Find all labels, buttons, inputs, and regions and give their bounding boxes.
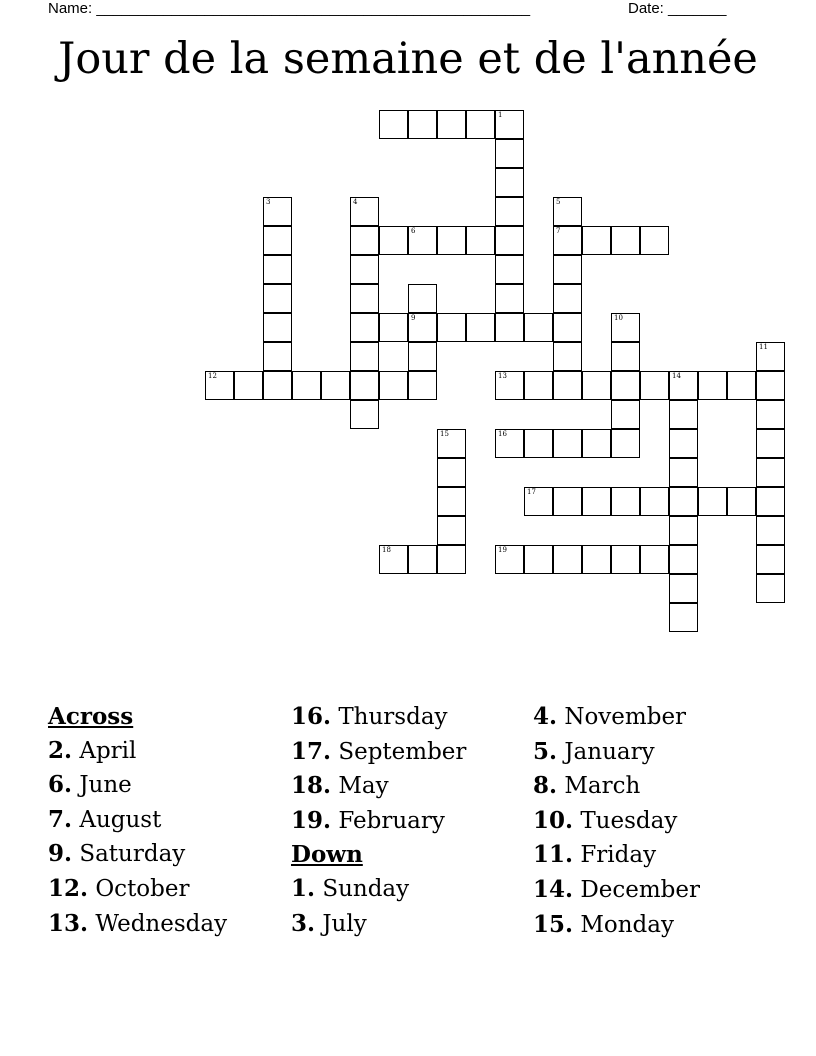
crossword-cell[interactable] bbox=[611, 371, 640, 400]
clue-text: May bbox=[338, 773, 389, 800]
crossword-cell[interactable] bbox=[669, 400, 698, 429]
crossword-cell[interactable] bbox=[350, 400, 379, 429]
crossword-cell[interactable] bbox=[524, 429, 553, 458]
crossword-cell[interactable] bbox=[756, 458, 785, 487]
clue-number-label: 19 bbox=[498, 546, 507, 554]
clue-down-item bbox=[291, 907, 466, 942]
clue-text: July bbox=[322, 910, 367, 937]
crossword-cell[interactable] bbox=[553, 487, 582, 516]
crossword-cell[interactable] bbox=[640, 545, 669, 574]
crossword-cell[interactable] bbox=[437, 487, 466, 516]
crossword-cell[interactable] bbox=[495, 255, 524, 284]
crossword-cell[interactable] bbox=[640, 226, 669, 255]
crossword-cell[interactable] bbox=[350, 255, 379, 284]
crossword-cell[interactable] bbox=[466, 313, 495, 342]
clue-down-item bbox=[533, 908, 700, 943]
crossword-cell[interactable] bbox=[495, 168, 524, 197]
crossword-cell[interactable] bbox=[437, 429, 466, 458]
crossword-cell[interactable] bbox=[524, 545, 553, 574]
clue-text: April bbox=[79, 737, 137, 764]
crossword-cell[interactable] bbox=[350, 313, 379, 342]
clue-across-item bbox=[48, 768, 227, 803]
crossword-cell[interactable] bbox=[321, 371, 350, 400]
clue-text: Wednesday bbox=[95, 910, 228, 937]
crossword-cell[interactable] bbox=[292, 371, 321, 400]
crossword-cell[interactable] bbox=[553, 197, 582, 226]
crossword-cell[interactable] bbox=[205, 371, 234, 400]
clue-number: 14. bbox=[533, 875, 574, 903]
date-field-label: Date: _______ bbox=[628, 0, 727, 17]
crossword-cell[interactable] bbox=[582, 226, 611, 255]
clue-number-label: 1 bbox=[498, 111, 503, 119]
crossword-cell[interactable] bbox=[669, 516, 698, 545]
clue-across-item bbox=[291, 735, 466, 770]
crossword-cell[interactable] bbox=[350, 284, 379, 313]
clue-number: 2. bbox=[48, 736, 73, 764]
crossword-cell[interactable] bbox=[553, 545, 582, 574]
crossword-cell[interactable] bbox=[698, 371, 727, 400]
crossword-cell[interactable] bbox=[611, 226, 640, 255]
clue-text: March bbox=[564, 773, 641, 800]
crossword-cell[interactable] bbox=[379, 313, 408, 342]
crossword-cell[interactable] bbox=[408, 313, 437, 342]
crossword-cell[interactable] bbox=[437, 458, 466, 487]
clue-number: 12. bbox=[48, 874, 89, 902]
clue-across-item bbox=[291, 804, 466, 839]
crossword-cell[interactable] bbox=[756, 545, 785, 574]
clue-text: January bbox=[564, 738, 655, 765]
clue-down-item bbox=[533, 804, 700, 839]
crossword-cell[interactable] bbox=[727, 371, 756, 400]
clue-text: Thursday bbox=[338, 704, 448, 730]
clue-number: 3. bbox=[291, 909, 316, 937]
crossword-cell[interactable] bbox=[669, 487, 698, 516]
crossword-cell[interactable] bbox=[495, 371, 524, 400]
crossword-cell[interactable] bbox=[669, 574, 698, 603]
clue-text: Sunday bbox=[322, 875, 410, 902]
clue-number-label: 5 bbox=[556, 198, 561, 206]
crossword-cell[interactable] bbox=[611, 487, 640, 516]
crossword-cell[interactable] bbox=[263, 197, 292, 226]
clue-across-item bbox=[48, 734, 227, 769]
crossword-cell[interactable] bbox=[640, 487, 669, 516]
clue-number: 10. bbox=[533, 806, 574, 834]
clue-down-item bbox=[533, 873, 700, 908]
crossword-cell[interactable] bbox=[756, 371, 785, 400]
clue-text: November bbox=[564, 704, 687, 730]
crossword-cell[interactable] bbox=[495, 545, 524, 574]
clue-section-heading: Down bbox=[291, 841, 363, 869]
crossword-cell[interactable] bbox=[582, 487, 611, 516]
clue-across-item bbox=[48, 837, 227, 872]
crossword-cell[interactable] bbox=[234, 371, 263, 400]
clue-number-label: 11 bbox=[759, 343, 768, 351]
clue-number-label: 18 bbox=[382, 546, 391, 554]
crossword-cell[interactable] bbox=[611, 429, 640, 458]
crossword-cell[interactable] bbox=[408, 110, 437, 139]
crossword-cell[interactable] bbox=[524, 371, 553, 400]
clue-text: Monday bbox=[580, 911, 674, 938]
crossword-cell[interactable] bbox=[379, 545, 408, 574]
crossword-cell[interactable] bbox=[727, 487, 756, 516]
crossword-cell[interactable] bbox=[553, 429, 582, 458]
crossword-cell[interactable] bbox=[582, 429, 611, 458]
crossword-cell[interactable] bbox=[669, 429, 698, 458]
crossword-cell[interactable] bbox=[408, 284, 437, 313]
clues-column-1 bbox=[48, 700, 227, 941]
crossword-cell[interactable] bbox=[553, 284, 582, 313]
clue-number-label: 7 bbox=[556, 227, 561, 235]
clue-down-item bbox=[533, 735, 700, 770]
crossword-cell[interactable] bbox=[263, 313, 292, 342]
clue-number-label: 14 bbox=[672, 372, 681, 380]
clue-number: 16. bbox=[291, 703, 332, 730]
crossword-cell[interactable] bbox=[408, 371, 437, 400]
crossword-cell[interactable] bbox=[466, 226, 495, 255]
clue-across-item bbox=[291, 769, 466, 804]
crossword-cell[interactable] bbox=[495, 429, 524, 458]
clue-across-item bbox=[48, 907, 227, 942]
clue-number-label: 13 bbox=[498, 372, 507, 380]
clue-number: 18. bbox=[291, 772, 332, 800]
crossword-cell[interactable] bbox=[466, 110, 495, 139]
crossword-cell[interactable] bbox=[408, 342, 437, 371]
clue-text: February bbox=[338, 807, 445, 834]
crossword-cell[interactable] bbox=[379, 371, 408, 400]
clue-number-label: 6 bbox=[411, 227, 416, 235]
clue-number-label: 10 bbox=[614, 314, 623, 322]
crossword-cell[interactable] bbox=[408, 226, 437, 255]
crossword-cell[interactable] bbox=[263, 284, 292, 313]
crossword-cell[interactable] bbox=[495, 139, 524, 168]
crossword-cell[interactable] bbox=[640, 371, 669, 400]
clue-number: 17. bbox=[291, 737, 332, 765]
clue-text: December bbox=[580, 876, 701, 903]
crossword-cell[interactable] bbox=[495, 284, 524, 313]
crossword-cell[interactable] bbox=[582, 371, 611, 400]
crossword-cell[interactable] bbox=[263, 342, 292, 371]
crossword-cell[interactable] bbox=[553, 313, 582, 342]
clue-down-item bbox=[533, 769, 700, 804]
clue-down-item bbox=[533, 700, 700, 735]
crossword-cell[interactable] bbox=[756, 487, 785, 516]
crossword-cell[interactable] bbox=[437, 516, 466, 545]
crossword-cell[interactable] bbox=[756, 429, 785, 458]
clue-text: June bbox=[79, 772, 132, 799]
crossword-cell[interactable] bbox=[611, 342, 640, 371]
clue-section-heading: Across bbox=[48, 703, 134, 730]
crossword-cell[interactable] bbox=[437, 226, 466, 255]
clue-text: September bbox=[338, 738, 467, 765]
clue-number: 8. bbox=[533, 772, 558, 800]
crossword-cell[interactable] bbox=[611, 313, 640, 342]
clue-number: 5. bbox=[533, 737, 558, 765]
crossword-cell[interactable] bbox=[553, 255, 582, 284]
crossword-cell[interactable] bbox=[379, 226, 408, 255]
clue-number-label: 16 bbox=[498, 430, 507, 438]
clue-down-item bbox=[291, 872, 466, 907]
crossword-cell[interactable] bbox=[756, 400, 785, 429]
crossword-cell[interactable] bbox=[524, 313, 553, 342]
crossword-cell[interactable] bbox=[669, 371, 698, 400]
crossword-cell[interactable] bbox=[495, 226, 524, 255]
crossword-cell[interactable] bbox=[553, 371, 582, 400]
crossword-cell[interactable] bbox=[350, 342, 379, 371]
crossword-cell[interactable] bbox=[408, 545, 437, 574]
crossword-cell[interactable] bbox=[350, 197, 379, 226]
crossword-cell[interactable] bbox=[698, 487, 727, 516]
crossword-cell[interactable] bbox=[524, 487, 553, 516]
clue-number: 15. bbox=[533, 910, 574, 938]
clue-text: Saturday bbox=[79, 841, 186, 868]
crossword-cell[interactable] bbox=[263, 255, 292, 284]
crossword-cell[interactable] bbox=[553, 226, 582, 255]
crossword-cell[interactable] bbox=[350, 371, 379, 400]
clue-number: 19. bbox=[291, 806, 332, 834]
crossword-cell[interactable] bbox=[495, 313, 524, 342]
clue-number-label: 15 bbox=[440, 430, 449, 438]
crossword-cell[interactable] bbox=[495, 197, 524, 226]
clue-number-label: 9 bbox=[411, 314, 416, 322]
crossword-cell[interactable] bbox=[437, 545, 466, 574]
crossword-cell[interactable] bbox=[756, 516, 785, 545]
clue-number-label: 12 bbox=[208, 372, 217, 380]
clues-column-3 bbox=[533, 700, 700, 942]
clue-number: 1. bbox=[291, 874, 316, 902]
clue-across-item bbox=[291, 700, 466, 735]
name-field-label: Name: ____________________________________________________ bbox=[48, 0, 531, 17]
clue-down-item bbox=[533, 838, 700, 873]
clue-across-item bbox=[48, 803, 227, 838]
crossword-cell[interactable] bbox=[669, 603, 698, 632]
clue-number: 11. bbox=[533, 841, 574, 869]
crossword-cell[interactable] bbox=[756, 574, 785, 603]
clue-number: 7. bbox=[48, 805, 73, 833]
crossword-cell[interactable] bbox=[437, 110, 466, 139]
crossword-cell[interactable] bbox=[495, 110, 524, 139]
crossword-cell[interactable] bbox=[669, 545, 698, 574]
clue-number: 6. bbox=[48, 771, 73, 799]
crossword-cell[interactable] bbox=[350, 226, 379, 255]
clue-number: 13. bbox=[48, 909, 89, 937]
clue-text: October bbox=[95, 875, 190, 902]
clue-across-item bbox=[48, 872, 227, 907]
crossword-cell[interactable] bbox=[437, 313, 466, 342]
clue-text: August bbox=[79, 806, 162, 833]
clues-column-2 bbox=[291, 700, 466, 941]
crossword-cell[interactable] bbox=[263, 371, 292, 400]
crossword-cell[interactable] bbox=[611, 545, 640, 574]
crossword-cell[interactable] bbox=[553, 342, 582, 371]
crossword-cell[interactable] bbox=[669, 458, 698, 487]
clue-number-label: 17 bbox=[527, 488, 536, 496]
clue-text: Friday bbox=[580, 842, 657, 869]
clue-number-label: 4 bbox=[353, 198, 358, 206]
clue-number: 9. bbox=[48, 840, 73, 868]
crossword-cell[interactable] bbox=[611, 400, 640, 429]
page-title: Jour de la semaine et de l'année bbox=[58, 34, 758, 84]
crossword-cell[interactable] bbox=[379, 110, 408, 139]
clue-text: Tuesday bbox=[580, 807, 678, 834]
crossword-cell[interactable] bbox=[756, 342, 785, 371]
clue-number: 4. bbox=[533, 703, 558, 730]
clue-number-label: 3 bbox=[266, 198, 271, 206]
crossword-cell[interactable] bbox=[582, 545, 611, 574]
crossword-cell[interactable] bbox=[263, 226, 292, 255]
